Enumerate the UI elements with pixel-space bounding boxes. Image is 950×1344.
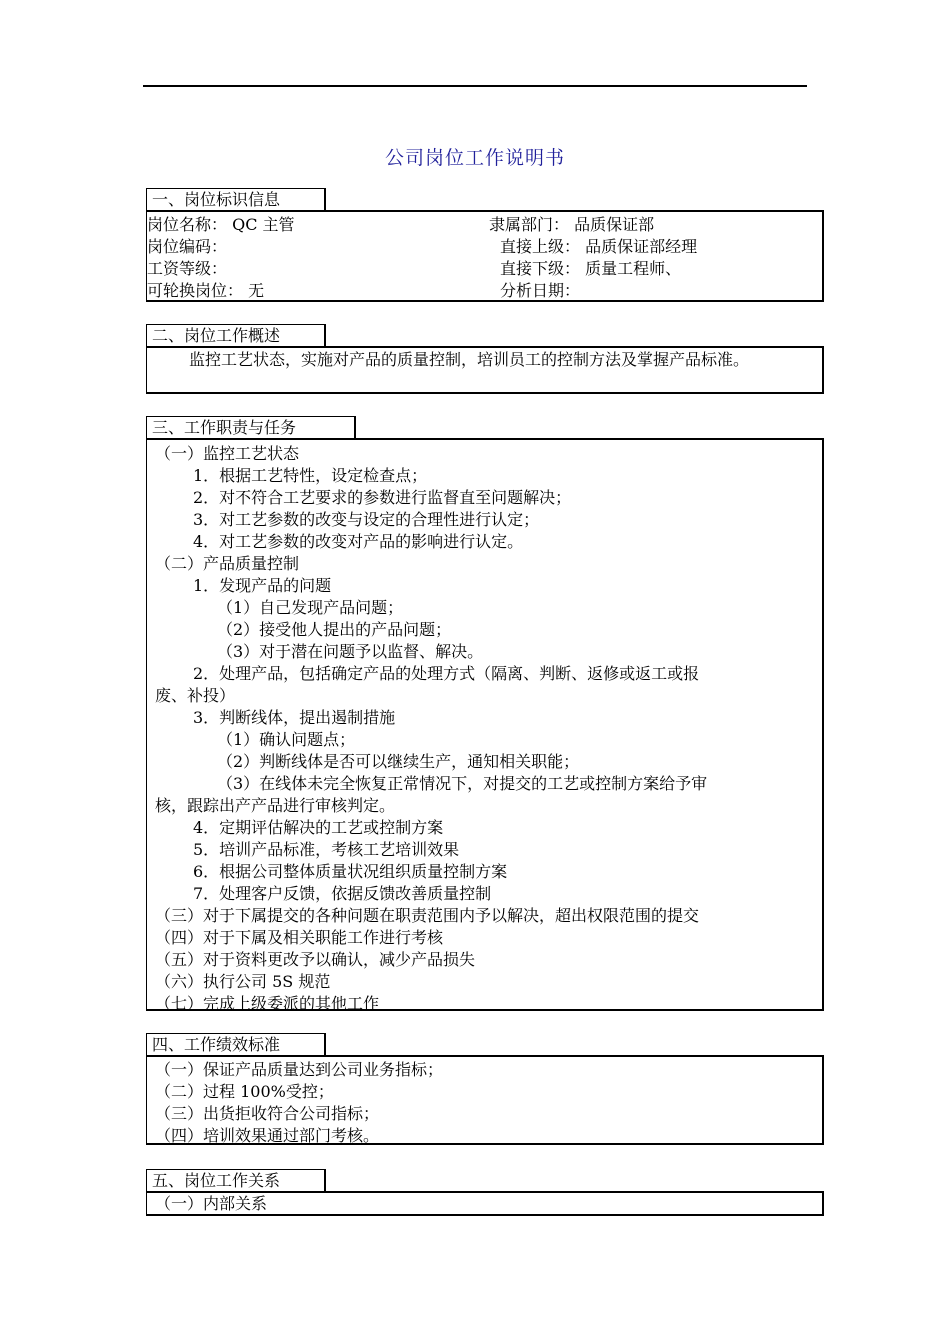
list-item: （一）内部关系: [155, 1194, 268, 1213]
list-item: 废、补投）: [155, 686, 236, 705]
list-item: 核，跟踪出产产品进行审核判定。: [155, 796, 396, 815]
list-item: 2．处理产品，包括确定产品的处理方式（隔离、判断、返修或返工或报: [193, 664, 700, 683]
section-5-box: [146, 1191, 824, 1216]
list-item: 1．根据工艺特性，设定检查点；: [193, 466, 428, 485]
direct-subordinate: 直接下级： 质量工程师、: [500, 259, 682, 278]
section-2-box: [146, 346, 824, 394]
list-item: （七）完成上级委派的其他工作: [155, 994, 380, 1013]
list-item: （3）在线体未完全恢复正常情况下，对提交的工艺或控制方案给予审: [217, 774, 708, 793]
position-code: 岗位编码：: [147, 237, 228, 256]
list-item: 2．对不符合工艺要求的参数进行监督直至问题解决；: [193, 488, 572, 507]
list-item: （3）对于潜在问题予以监督、解决。: [217, 642, 484, 661]
list-item: 4．定期评估解决的工艺或控制方案: [193, 818, 444, 837]
list-item: （2）接受他人提出的产品问题；: [217, 620, 452, 639]
list-item: （四）对于下属及相关职能工作进行考核: [155, 928, 444, 947]
list-item: 3．对工艺参数的改变与设定的合理性进行认定；: [193, 510, 540, 529]
list-item: （二）过程 100%受控；: [155, 1082, 334, 1101]
list-item: （一）保证产品质量达到公司业务指标；: [155, 1060, 444, 1079]
section-1-title: 一、岗位标识信息: [146, 188, 326, 210]
rotatable-position: 可轮换岗位： 无: [147, 281, 265, 300]
list-item: 7．处理客户反馈，依据反馈改善质量控制: [193, 884, 492, 903]
section-4-box: [146, 1055, 824, 1145]
document-title: 公司岗位工作说明书: [384, 147, 565, 169]
list-item: （四）培训效果通过部门考核。: [155, 1126, 380, 1145]
list-item: （三）对于下属提交的各种问题在职责范围内予以解决，超出权限范围的提交: [155, 906, 700, 925]
section-4-title: 四、工作绩效标准: [146, 1033, 326, 1055]
list-item: （三）出货拒收符合公司指标；: [155, 1104, 380, 1123]
list-item: （1）自己发现产品问题；: [217, 598, 404, 617]
job-summary: 监控工艺状态，实施对产品的质量控制，培训员工的控制方法及掌握产品标准。: [189, 350, 750, 369]
list-item: 5．培训产品标准，考核工艺培训效果: [193, 840, 460, 859]
header-rule: [143, 85, 807, 87]
section-1-box: [146, 210, 824, 302]
section-3-title: 三、工作职责与任务: [146, 416, 356, 438]
section-3-box: [146, 438, 824, 1011]
list-item: （一）监控工艺状态: [155, 444, 300, 463]
list-item: （1）确认问题点；: [217, 730, 356, 749]
salary-grade: 工资等级：: [147, 259, 228, 278]
position-name: 岗位名称： QC 主管: [147, 215, 295, 234]
list-item: （2）判断线体是否可以继续生产，通知相关职能；: [217, 752, 580, 771]
list-item: （二）产品质量控制: [155, 554, 300, 573]
list-item: 1．发现产品的问题: [193, 576, 332, 595]
list-item: （五）对于资料更改予以确认，减少产品损失: [155, 950, 476, 969]
list-item: （六）执行公司 5S 规范: [155, 972, 331, 991]
section-5-title: 五、岗位工作关系: [146, 1169, 326, 1191]
list-item: 6．根据公司整体质量状况组织质量控制方案: [193, 862, 508, 881]
department: 隶属部门： 品质保证部: [489, 215, 655, 234]
section-2-title: 二、岗位工作概述: [146, 324, 326, 346]
direct-superior: 直接上级： 品质保证部经理: [500, 237, 698, 256]
analysis-date: 分析日期：: [500, 281, 581, 300]
list-item: 4．对工艺参数的改变对产品的影响进行认定。: [193, 532, 524, 551]
list-item: 3．判断线体，提出遏制措施: [193, 708, 396, 727]
